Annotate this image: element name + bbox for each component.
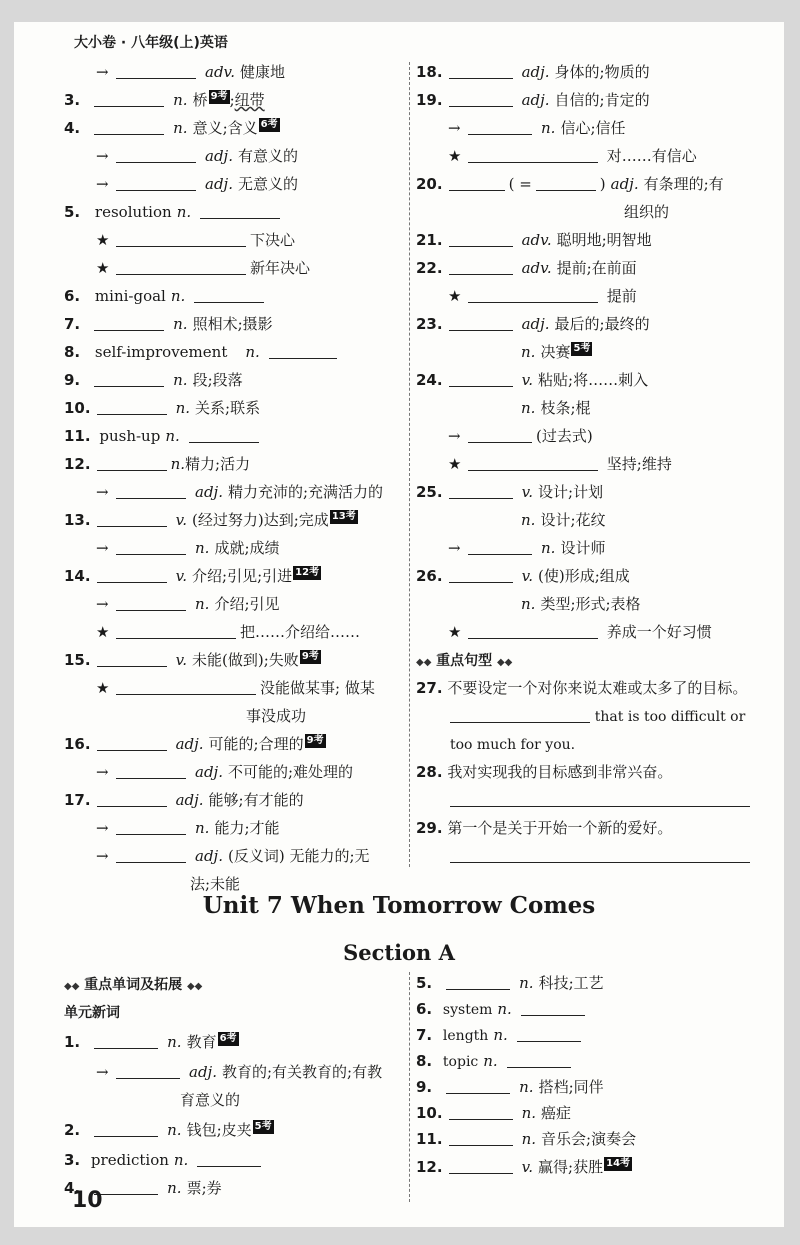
arrow-icon: → — [96, 539, 109, 557]
answer-blank[interactable] — [468, 117, 532, 135]
exam-badge: 9考 — [306, 735, 324, 746]
entry-row: → n. 介绍;引见 — [64, 590, 404, 618]
entry-row: ★ 对……有信心 — [416, 142, 776, 170]
star-icon: ★ — [96, 679, 110, 697]
exam-badge: 14考 — [606, 1158, 631, 1169]
exam-badge: 12考 — [295, 567, 320, 578]
answer-blank[interactable] — [450, 845, 750, 863]
section-heading: ◆◆ 重点单词及拓展 ◆◆ — [64, 977, 203, 993]
sentence-row: 29. 第一个是关于开始一个新的爱好。 — [416, 819, 673, 837]
entry-row: ★ 新年决心 — [64, 254, 404, 282]
answer-blank[interactable] — [116, 481, 186, 499]
entry-row: 5. resolution n. — [64, 198, 404, 226]
answer-blank[interactable] — [269, 341, 337, 359]
section-title: Section A — [343, 940, 455, 965]
entry-row: → (过去式) — [416, 422, 776, 450]
left-column — [64, 58, 404, 898]
answer-blank[interactable] — [97, 397, 167, 415]
answer-blank[interactable] — [97, 649, 167, 667]
answer-blank[interactable] — [97, 565, 167, 583]
entry-row: 25. v. 设计;计划 — [416, 483, 604, 501]
answer-blank[interactable] — [116, 1061, 180, 1079]
column-divider — [409, 972, 410, 1202]
sentence-row — [416, 842, 776, 870]
answer-blank[interactable] — [468, 537, 532, 555]
entry-row: 9. n. 搭档;同伴 — [416, 1078, 604, 1096]
answer-blank[interactable] — [94, 1119, 158, 1137]
star-icon: ★ — [96, 231, 110, 249]
arrow-icon: → — [96, 847, 109, 865]
exam-badge: 9考 — [210, 91, 228, 102]
answer-blank[interactable] — [517, 1024, 581, 1042]
entry-row: ★ 养成一个好习惯 — [416, 618, 776, 646]
entry-row: → adj. 有意义的 — [64, 142, 404, 170]
entry-row: 21. adv. 聪明地;明智地 — [416, 231, 652, 249]
answer-blank[interactable] — [449, 173, 505, 191]
answer-blank[interactable] — [97, 453, 167, 471]
answer-blank[interactable] — [449, 481, 513, 499]
entry-row: → n. 成就;成绩 — [64, 534, 404, 562]
entry-row: 组织的 — [624, 203, 670, 221]
entry-row: 13. v. (经过努力)达到;完成 13考 — [64, 511, 356, 529]
entry-row: n. 设计;花纹 — [521, 511, 606, 529]
exam-badge: 5考 — [254, 1121, 272, 1132]
section-heading: ◆◆ 重点句型 ◆◆ — [416, 653, 513, 669]
entry-row: 5. n. 科技;工艺 — [416, 974, 604, 992]
entry-row: 2. n. 钱包;皮夹 5考 — [64, 1121, 272, 1139]
arrow-icon: → — [96, 147, 109, 165]
answer-blank[interactable] — [449, 229, 513, 247]
sentence-row: too much for you. — [450, 737, 576, 753]
entry-row: n. 类型;形式;表格 — [521, 595, 641, 613]
workbook-page — [14, 22, 784, 1227]
answer-blank[interactable] — [97, 509, 167, 527]
star-icon: ★ — [448, 455, 462, 473]
arrow-icon: → — [448, 427, 461, 445]
answer-blank[interactable] — [446, 1076, 510, 1094]
entry-row: 17. adj. 能够;有才能的 — [64, 791, 304, 809]
exam-badge: 13考 — [331, 511, 356, 522]
entry-row: 7. n. 照相术;摄影 — [64, 315, 273, 333]
arrow-icon: → — [96, 483, 109, 501]
answer-blank[interactable] — [449, 313, 513, 331]
answer-blank[interactable] — [116, 817, 186, 835]
answer-blank[interactable] — [116, 621, 236, 639]
sentence-row — [416, 786, 776, 814]
entry-row: 12. n.精力;活力 — [64, 455, 251, 473]
entry-row: 16. adj. 可能的;合理的 9考 — [64, 735, 324, 753]
exam-badge: 9考 — [301, 651, 319, 662]
entry-row: ★ 坚持;维持 — [416, 450, 776, 478]
answer-blank[interactable] — [116, 677, 256, 695]
arrow-icon: → — [448, 119, 461, 137]
answer-blank[interactable] — [194, 285, 264, 303]
answer-blank[interactable] — [449, 257, 513, 275]
subsection-heading: 单元新词 — [64, 1005, 120, 1021]
entry-row: 4. n. 意义;含义 6考 — [64, 119, 278, 137]
answer-blank[interactable] — [449, 1102, 513, 1120]
answer-blank[interactable] — [94, 1177, 158, 1195]
entry-row: 8. topic n. — [416, 1048, 776, 1074]
exam-badge: 6考 — [219, 1033, 237, 1044]
answer-blank[interactable] — [116, 145, 196, 163]
answer-blank[interactable] — [468, 285, 598, 303]
star-icon: ★ — [448, 623, 462, 641]
entry-row: 4. n. 票;券 — [64, 1179, 222, 1197]
answer-blank[interactable] — [197, 1149, 261, 1167]
entry-row: 3. prediction n. — [64, 1146, 404, 1174]
page-number: 10 — [72, 1188, 103, 1213]
answer-blank[interactable] — [94, 313, 164, 331]
answer-blank[interactable] — [521, 998, 585, 1016]
answer-blank[interactable] — [468, 453, 598, 471]
entry-row: ★ 没能做某事; 做某 — [64, 674, 404, 702]
answer-blank[interactable] — [116, 845, 186, 863]
entry-row: → adj. 无意义的 — [64, 170, 404, 198]
star-icon: ★ — [448, 287, 462, 305]
answer-blank[interactable] — [94, 369, 164, 387]
answer-blank[interactable] — [450, 705, 590, 723]
entry-row: 10. n. 关系;联系 — [64, 399, 261, 417]
entry-row: 19. adj. 自信的;肯定的 — [416, 91, 650, 109]
answer-blank[interactable] — [116, 257, 246, 275]
exam-badge: 5考 — [573, 343, 591, 354]
answer-blank[interactable] — [446, 972, 510, 990]
entry-row: → adv. 健康地 — [64, 58, 404, 86]
arrow-icon: → — [96, 1063, 109, 1081]
sentence-row: that is too difficult or — [416, 702, 776, 730]
entry-row: 18. adj. 身体的;物质的 — [416, 63, 650, 81]
answer-blank[interactable] — [536, 173, 596, 191]
entry-row: 7. length n. — [416, 1022, 776, 1048]
entry-row: ★ 提前 — [416, 282, 776, 310]
answer-blank[interactable] — [116, 761, 186, 779]
entry-row: 事没成功 — [246, 707, 307, 725]
answer-blank[interactable] — [507, 1050, 571, 1068]
star-icon: ★ — [448, 147, 462, 165]
answer-blank[interactable] — [189, 425, 259, 443]
answer-blank[interactable] — [97, 789, 167, 807]
column-divider — [409, 62, 410, 867]
entry-row: 育意义的 — [180, 1091, 241, 1109]
answer-blank[interactable] — [468, 145, 598, 163]
sentence-row: 28. 我对实现我的目标感到非常兴奋。 — [416, 763, 673, 781]
entry-row: 6. system n. — [416, 996, 776, 1022]
arrow-icon: → — [448, 539, 461, 557]
entry-row: 26. v. (使)形成;组成 — [416, 567, 630, 585]
star-icon: ★ — [96, 623, 110, 641]
entry-row: 6. mini-goal n. — [64, 282, 404, 310]
entry-row: 9. n. 段;段落 — [64, 371, 243, 389]
entry-row: 1. n. 教育 6考 — [64, 1033, 237, 1051]
entry-row: n. 枝条;棍 — [521, 399, 591, 417]
entry-row: 11. push-up n. — [64, 422, 404, 450]
entry-row: 10. n. 癌症 — [416, 1104, 572, 1122]
answer-blank[interactable] — [116, 229, 246, 247]
answer-blank[interactable] — [94, 1031, 158, 1049]
answer-blank[interactable] — [449, 565, 513, 583]
arrow-icon: → — [96, 819, 109, 837]
arrow-icon: → — [96, 595, 109, 613]
entry-row: → n. 设计师 — [416, 534, 776, 562]
entry-row: → adj. 精力充沛的;充满活力的 — [64, 478, 404, 506]
star-icon: ★ — [96, 259, 110, 277]
entry-row: → adj. 不可能的;难处理的 — [64, 758, 404, 786]
answer-blank[interactable] — [449, 61, 513, 79]
entry-row: 8. self-improvement n. — [64, 338, 404, 366]
answer-blank[interactable] — [116, 537, 186, 555]
answer-blank[interactable] — [94, 117, 164, 135]
unit-title: Unit 7 When Tomorrow Comes — [202, 892, 596, 919]
answer-blank[interactable] — [97, 733, 167, 751]
answer-blank[interactable] — [450, 789, 750, 807]
entry-row: 20. ( = ) adj. 有条理的;有 — [416, 175, 724, 193]
entry-row: 15. v. 未能(做到);失败 9考 — [64, 651, 319, 669]
entry-row: → n. 能力;才能 — [64, 814, 404, 842]
bottom-right-column — [416, 970, 776, 1182]
answer-blank[interactable] — [116, 61, 196, 79]
right-column — [416, 58, 776, 870]
answer-blank[interactable] — [468, 621, 598, 639]
answer-blank[interactable] — [449, 369, 513, 387]
entry-row: ★ 下决心 — [64, 226, 404, 254]
answer-blank[interactable] — [449, 89, 513, 107]
entry-row: 3. n. 桥 9考 ;纽带 — [64, 91, 265, 109]
entry-row: ★ 把……介绍给…… — [64, 618, 404, 646]
answer-blank[interactable] — [200, 201, 280, 219]
entry-row: 11. n. 音乐会;演奏会 — [416, 1130, 637, 1148]
bottom-left-column — [64, 970, 404, 1202]
entry-row: 14. v. 介绍;引见;引进 12考 — [64, 567, 320, 585]
entry-row: 23. adj. 最后的;最终的 — [416, 315, 650, 333]
exam-badge: 6考 — [260, 119, 278, 130]
entry-row: 法;未能 — [190, 875, 241, 893]
page-header: 大小卷 · 八年级(上)英语 — [74, 35, 228, 51]
entry-row: → adj. (反义词) 无能力的;无 — [64, 842, 404, 870]
answer-blank[interactable] — [468, 425, 532, 443]
entry-row: 12. v. 赢得;获胜 14考 — [416, 1158, 631, 1176]
entry-row: n. 决赛 5考 — [521, 343, 591, 361]
answer-blank[interactable] — [449, 1156, 513, 1174]
sentence-row: 27. 不要设定一个对你来说太难或太多了的目标。 — [416, 679, 748, 697]
entry-row: 24. v. 粘贴;将……刺入 — [416, 371, 649, 389]
answer-blank[interactable] — [116, 173, 196, 191]
answer-blank[interactable] — [116, 593, 186, 611]
arrow-icon: → — [96, 175, 109, 193]
arrow-icon: → — [96, 63, 109, 81]
entry-row: → n. 信心;信任 — [416, 114, 776, 142]
entry-row: → adj. 教育的;有关教育的;有教 — [64, 1058, 404, 1086]
entry-row: 22. adv. 提前;在前面 — [416, 259, 637, 277]
answer-blank[interactable] — [449, 1128, 513, 1146]
arrow-icon: → — [96, 763, 109, 781]
answer-blank[interactable] — [94, 89, 164, 107]
